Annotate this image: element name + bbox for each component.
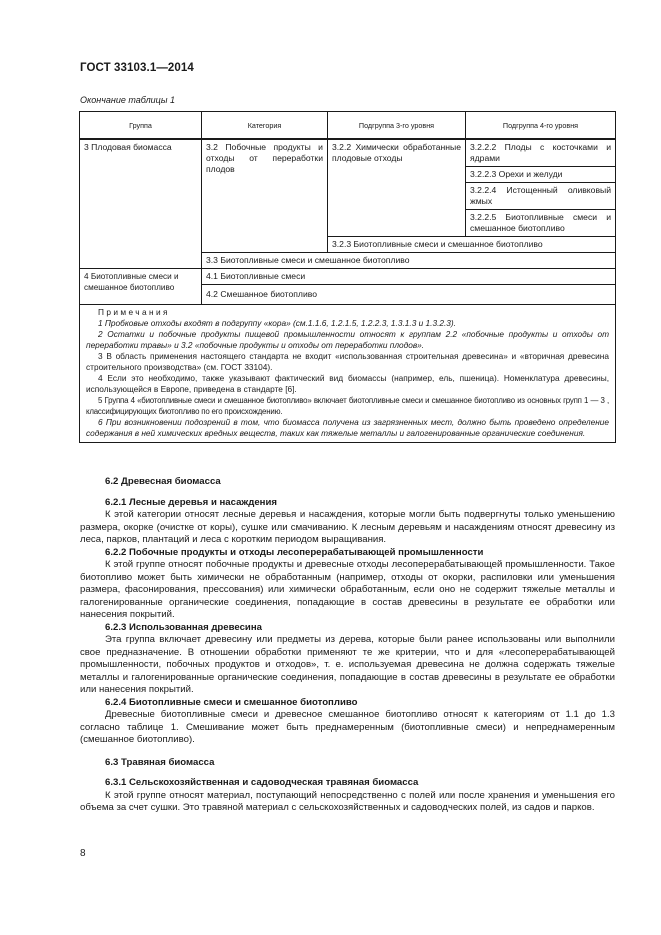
subgroup-4-cell: 3.2.2.4 Истощенный оливковый жмых	[466, 183, 616, 210]
column-header-group: Группа	[80, 112, 202, 140]
subsection-heading: 6.2.2 Побочные продукты и отходы лесоперерабатывающей промышленности	[105, 546, 484, 558]
section-heading: 6.2 Древесная биомасса	[105, 476, 221, 487]
note-item: 5 Группа 4 «биотопливные смеси и смешанное биотопливо» включает биотопливные смеси и смешанное биотопливо из основных групп 1 — 3 , классифицирующих биотопливо по его происхождению.	[86, 396, 609, 416]
classification-table	[79, 111, 616, 443]
subsection-heading: 6.2.3 Использованная древесина	[105, 621, 262, 633]
subgroup-4-cell: 3.2.2.5 Биотопливные смеси и смешанное биотопливо	[466, 210, 616, 237]
category-cell: 4.1 Биотопливные смеси	[202, 269, 616, 285]
note-item: 2 Остатки и побочные продукты пищевой промышленности относят к группам 2.2 «побочные продукты и отходы от переработки травы» и 3.2 «побочные продукты и отходы от переработки плодов».	[86, 329, 609, 350]
subsection-heading: 6.2.1 Лесные деревья и насаждения	[105, 496, 277, 508]
group-cell: 3 Плодовая биомасса	[80, 139, 202, 269]
paragraph: К этой группе относят материал, поступающий непосредственно с полей или после хранения и уменьшения его объема за счет сушки. Это травяной материал с сельскохозяйственных и садоводческих полей, из садов и парков.	[80, 789, 615, 813]
table-row	[80, 269, 616, 285]
note-item: 1 Пробковые отходы входят в подгруппу «кора» (см.1.1.6, 1.2.1.5, 1.2.2.3, 1.3.1.3 и 1.3.2.3).	[98, 318, 456, 328]
paragraph: Древесные биотопливные смеси и древесное смешанное биотопливо относят к категориям от 1.1 до 1.3 согласно таблице 1. Смешивание может быть преднамеренным (биотопливные смеси) и непреднамеренным (смешанное биотопливо).	[80, 709, 615, 745]
group-cell: 4 Биотопливные смеси и смешанное биотопливо	[80, 269, 202, 305]
paragraph: Эта группа включает древесину или предметы из дерева, которые были ранее использованы или выполнили свое предназначение. В отношении обработки применяют те же критерии, что и для «лесоперерабатывающей промышленности, побочных продуктов и отходов», т. е. используемая древесина не должна содержать тяжелые металлы и галогенированные органические соединения, попадающие в состав древесины в результате ее обработки или нанесения покрытий.	[80, 634, 615, 695]
document-id-header: ГОСТ 33103.1—2014	[80, 62, 194, 74]
section-6-2	[80, 476, 615, 815]
category-cell: 4.2 Смешанное биотопливо	[202, 285, 616, 305]
subsection-heading: 6.3.1 Сельскохозяйственная и садоводческая травяная биомасса	[105, 777, 419, 788]
column-header-subgroup-4: Подгруппа 4-го уровня	[466, 112, 616, 140]
note-item: 3 В область применения настоящего стандарта не входит «использованная строительная древесина» и «вторичная древесина строительного производства» (см. ГОСТ 33104).	[86, 351, 609, 372]
subgroup-3-cell: 3.2.2 Химически обработанные плодовые отходы	[328, 139, 466, 237]
column-header-category: Категория	[202, 112, 328, 140]
subgroup-4-cell: 3.2.2.2 Плоды с косточками и ядрами	[466, 139, 616, 167]
table-header-row	[80, 112, 616, 140]
column-header-subgroup-3: Подгруппа 3-го уровня	[328, 112, 466, 140]
subgroup-3-cell: 3.2.3 Биотопливные смеси и смешанное биотопливо	[328, 237, 616, 253]
notes-row	[80, 305, 616, 443]
paragraph: К этой категории относят лесные деревья и насаждения, которые могли быть подвергнуты только уменьшению размера, окорке (очистке от коры), сушке или смачиванию. К лесным деревьям и насаждениям относят древесину из леса, парков, плантаций и леса с коротким периодом выращивания.	[80, 509, 615, 545]
table-row	[80, 139, 616, 167]
page-number: 8	[80, 848, 86, 859]
subgroup-4-cell: 3.2.2.3 Орехи и желуди	[466, 167, 616, 183]
subsection-heading: 6.2.4 Биотопливные смеси и смешанное биотопливо	[105, 696, 358, 708]
notes-title: Примечания	[98, 307, 170, 317]
section-heading: 6.3 Травяная биомасса	[105, 756, 215, 768]
note-item: 6 При возникновении подозрений в том, что биомасса получена из загрязненных мест, должно быть проведено определение содержания в ней химических вредных веществ, таких как тяжелые металлы и галогенированные органические соединения.	[86, 417, 609, 438]
notes-cell	[80, 305, 616, 443]
paragraph: К этой группе относят побочные продукты и древесные отходы лесоперерабатывающей промышленности. Такое биотопливо может быть химически не обработанным (например, отходы от окорки, распиловки или уменьшения размера, фасонирования, прессования) или химически обработанным, если оно не содержит тяжелые металлы и галогенированные органические соединения, попадающие в состав древесины в результате ее обработки или нанесения покрытий.	[80, 559, 615, 620]
table-caption: Окончание таблицы 1	[80, 95, 175, 105]
category-cell: 3.3 Биотопливные смеси и смешанное биотопливо	[202, 253, 616, 269]
category-cell: 3.2 Побочные продукты и отходы от переработки плодов	[202, 139, 328, 253]
note-item: 4 Если это необходимо, также указывают фактический вид биомассы (например, ель, пшеница). Номенклатура древесины, использующейся в Европе, приведена в стандарте [6].	[86, 373, 609, 394]
